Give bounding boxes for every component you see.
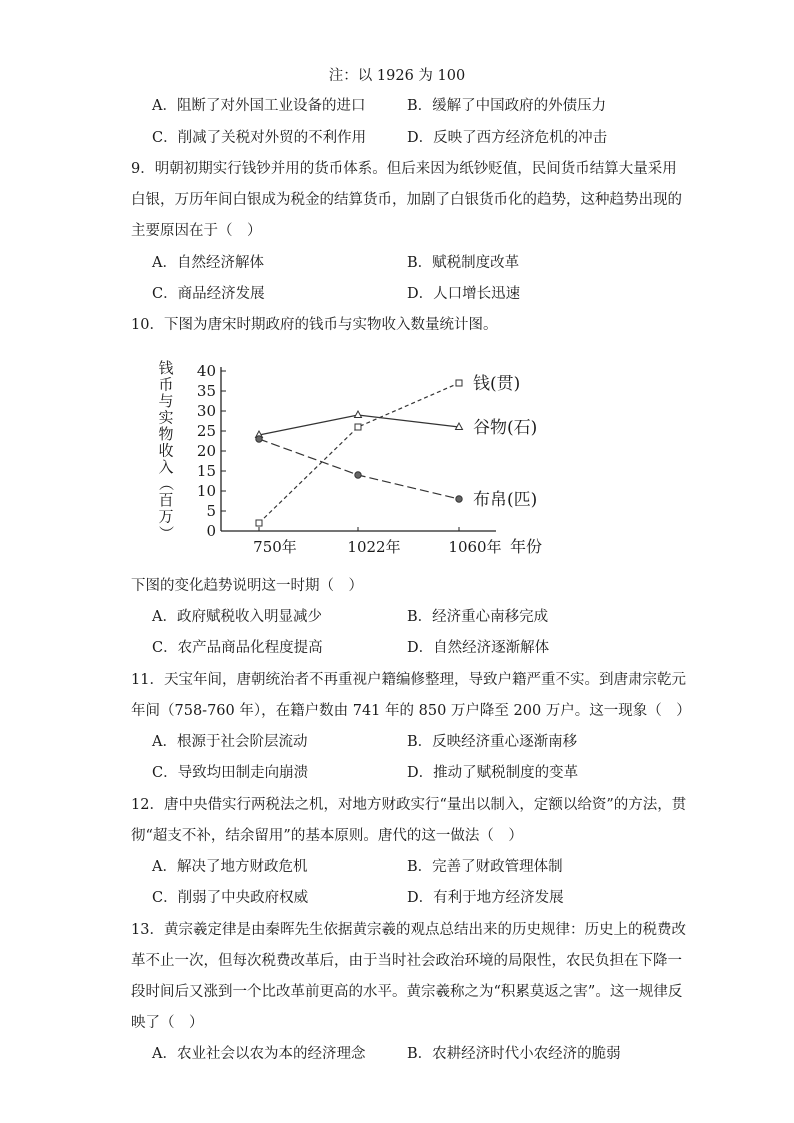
q11-stem-line-1: 11．天宝年间，唐朝统治者不再重视户籍编修整理，导致户籍严重不实。到唐肃宗乾元	[131, 672, 686, 688]
series-label: 布帛(匹)	[473, 490, 538, 510]
x-axis-label: 年份	[509, 537, 543, 556]
y-tick-label: 25	[196, 422, 216, 440]
data-point-circle	[355, 472, 361, 478]
y-axis-label-char: 实	[158, 408, 174, 427]
q12-option-d: D．有利于地方经济发展	[407, 890, 564, 906]
q9-option-d: D．人口增长迅速	[407, 286, 521, 302]
q10-question: 下图的变化趋势说明这一时期（ ）	[131, 578, 363, 594]
q12-stem-line-2: 彻“超支不补，结余留用”的基本原则。唐代的这一做法（ ）	[131, 828, 523, 844]
table-note: 注：以 1926 为 100	[328, 68, 466, 84]
series-line	[259, 439, 459, 499]
data-point-circle	[256, 436, 262, 442]
y-axis-label-char: 百	[158, 491, 174, 509]
q8-option-b: B．缓解了中国政府的外债压力	[407, 98, 607, 114]
y-axis-label-char: 钱	[158, 359, 174, 377]
q9-option-b: B．赋税制度改革	[407, 255, 520, 271]
q13-option-b: B．农耕经济时代小农经济的脆弱	[407, 1046, 621, 1062]
y-axis-label-char: 万	[158, 507, 174, 526]
q13-stem-line-2: 革不止一次，但每次税费改革后，由于当时社会政治环境的局限性，农民负担在下降一	[131, 953, 682, 969]
y-axis-label-char: ）	[157, 525, 175, 541]
q12-option-a: A．解决了地方财政危机	[152, 859, 308, 875]
q11-option-b: B．反映经济重心逐渐南移	[407, 734, 578, 750]
data-point-square	[256, 520, 262, 526]
q11-stem-line-2: 年间（758-760 年），在籍户数由 741 年的 850 万户降至 200 万户。这一现象（ ）	[131, 703, 691, 719]
q12-option-c: C．削弱了中央政府权威	[152, 890, 309, 906]
q11-option-d: D．推动了赋税制度的变革	[407, 765, 579, 781]
y-axis-label-char: 入	[158, 458, 174, 476]
y-tick-label: 30	[196, 402, 216, 420]
q9-stem-line-1: 9．明朝初期实行钱钞并用的货币体系。但后来因为纸钞贬值，民间货币结算大量采用	[131, 161, 677, 177]
q11-option-c: C．导致均田制走向崩溃	[152, 765, 309, 781]
y-tick-label: 20	[196, 442, 216, 460]
q8-option-d: D．反映了西方经济危机的冲击	[407, 130, 608, 146]
x-tick-label: 1022年	[347, 538, 401, 556]
x-tick-label: 750年	[253, 538, 297, 556]
q8-option-c: C．削减了关税对外贸的不利作用	[152, 130, 367, 146]
q8-option-a: A．阻断了对外国工业设备的进口	[152, 98, 366, 114]
q10-option-a: A．政府赋税收入明显减少	[152, 609, 322, 625]
q13-stem-line-4: 映了（ ）	[131, 1015, 204, 1031]
q12-option-b: B．完善了财政管理体制	[407, 859, 563, 875]
y-tick-label: 10	[196, 482, 216, 500]
series-label: 谷物(石)	[473, 418, 538, 438]
q9-option-a: A．自然经济解体	[152, 255, 264, 271]
q13-stem-line-3: 段时间后又涨到一个比改革前更高的水平。黄宗羲称之为“积累莫返之害”。这一规律反	[131, 984, 683, 1000]
y-axis-label-char: （	[157, 475, 175, 492]
q10-option-b: B．经济重心南移完成	[407, 609, 549, 625]
y-axis-label-char: 与	[158, 392, 174, 410]
y-tick-label: 40	[196, 362, 216, 380]
series-line	[259, 383, 459, 523]
y-tick-label: 35	[196, 382, 216, 400]
q9-stem-line-2: 白银，万历年间白银成为税金的结算货币，加剧了白银货币化的趋势，这种趋势出现的	[131, 192, 682, 208]
revenue-line-chart	[146, 355, 566, 560]
q13-option-a: A．农业社会以农为本的经济理念	[152, 1046, 366, 1062]
data-point-triangle	[355, 411, 362, 418]
q11-option-a: A．根源于社会阶层流动	[152, 734, 308, 750]
series-label: 钱(贯)	[473, 374, 521, 394]
data-point-circle	[456, 496, 462, 502]
q12-stem-line-1: 12．唐中央借实行两税法之机，对地方财政实行“量出以制入，定额以给资”的方法，贯	[131, 797, 687, 813]
y-tick-label: 5	[206, 502, 216, 520]
y-axis-label-char: 币	[158, 375, 174, 394]
y-axis-label-char: 物	[158, 425, 174, 443]
q10-option-d: D．自然经济逐渐解体	[407, 640, 550, 656]
y-tick-label: 15	[196, 462, 216, 480]
data-point-square	[355, 424, 361, 430]
y-axis-label-char: 收	[158, 441, 174, 460]
q9-stem-line-3: 主要原因在于（ ）	[131, 223, 262, 239]
x-tick-label: 1060年	[448, 538, 502, 556]
q10-option-c: C．农产品商品化程度提高	[152, 640, 323, 656]
q13-stem-line-1: 13．黄宗羲定律是由秦晖先生依据黄宗羲的观点总结出来的历史规律：历史上的税费改	[131, 922, 686, 938]
data-point-square	[456, 380, 462, 386]
q10-stem: 10．下图为唐宋时期政府的钱币与实物收入数量统计图。	[131, 317, 498, 333]
q9-option-c: C．商品经济发展	[152, 286, 265, 302]
y-tick-label: 0	[206, 522, 216, 540]
